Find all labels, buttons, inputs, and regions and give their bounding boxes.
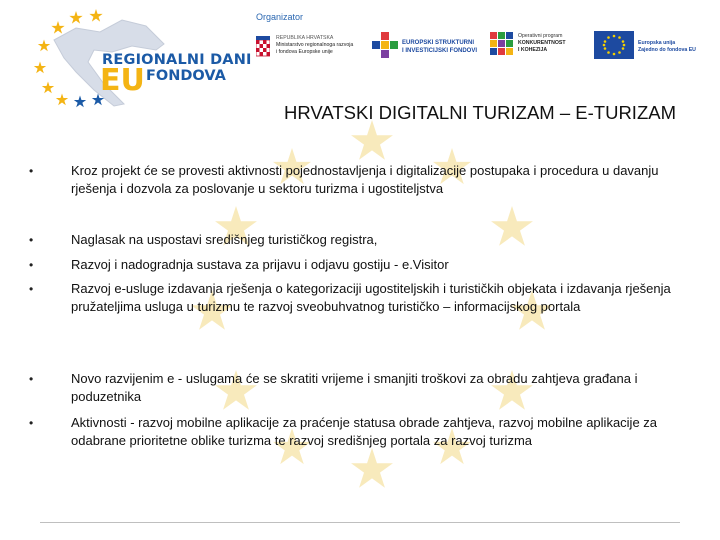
slide-title: HRVATSKI DIGITALNI TURIZAM – E-TURIZAM (284, 102, 676, 123)
bullet-symbol: • (29, 233, 34, 247)
eu-line2: Zajedno do fondova EU (638, 47, 696, 53)
bullet-symbol: • (29, 372, 34, 386)
bottom-divider (40, 522, 680, 523)
star-icon (351, 120, 393, 160)
bullet-symbol: • (29, 164, 34, 178)
opkk-line2: KONKURENTNOST (518, 40, 566, 46)
opkk-squares-icon (490, 32, 514, 56)
organizer-label: Organizator (256, 12, 304, 22)
ministry-line3: i fondova Europske unije (276, 49, 333, 55)
bullet-symbol: • (29, 416, 34, 430)
bullet-symbol: • (29, 282, 34, 296)
bullet-text: Novo razvijenim e - uslugama će se skratiti vrijeme i smanjiti troškovi za obradu zahtjeva građana i poduzetnika (71, 371, 638, 404)
logo-fondova: FONDOVA (146, 68, 226, 84)
logo-eu: EU (100, 63, 145, 98)
ministry-logo (256, 28, 368, 64)
eu-flag-icon (594, 31, 634, 59)
eu-logo (594, 28, 716, 64)
bullet-symbol: • (29, 258, 34, 272)
eu-line1: Europska unija (638, 40, 676, 46)
bullet-text: Naglasak na uspostavi središnjeg turističkog registra, (71, 232, 378, 247)
event-logo (14, 6, 254, 116)
opkk-line1: Operativni program (518, 33, 563, 39)
opkk-logo (490, 28, 590, 64)
bullet-text: Razvoj i nadogradnja sustava za prijavu i odjavu gostiju - e.Visitor (71, 257, 449, 272)
logo-title: REGIONALNI DANI (102, 52, 252, 68)
esif-cross-icon (372, 32, 398, 58)
esif-logo (372, 28, 484, 64)
opkk-line3: I KOHEZIJA (518, 47, 548, 53)
croatian-coat-of-arms-icon (256, 36, 270, 58)
bullet-text: Aktivnosti - razvoj mobilne aplikacije za praćenje statusa obrade zahtjeva, razvoj mobilne aplikacije za odabrane prioritetne oblike turizma te razvoj središnjeg portala za razvoj turizma (71, 415, 658, 448)
bullet-text: Razvoj e-usluge izdavanja rješenja o kategorizaciji ugostiteljskih i turističkih objekata i izdavanja rješenja pružateljima usluga u turizmu te razvoj sveobuhvatnog turističko – informacijskog portala (71, 281, 671, 314)
ministry-line1: REPUBLIKA HRVATSKA (276, 35, 334, 41)
esif-line2: I INVESTICIJSKI FONDOVI (402, 48, 478, 54)
bullet-text: Kroz projekt će se provesti aktivnosti pojednostavljenja i digitalizacije postupaka i procedura u davanju rješenja i dozvola za poslovanje u sektoru turizma i ugostiteljstva (71, 163, 659, 196)
ministry-line2: Ministarstvo regionalnoga razvoja (276, 42, 354, 48)
esif-line1: EUROPSKI STRUKTURNI (402, 40, 475, 46)
star-icon (351, 448, 393, 488)
